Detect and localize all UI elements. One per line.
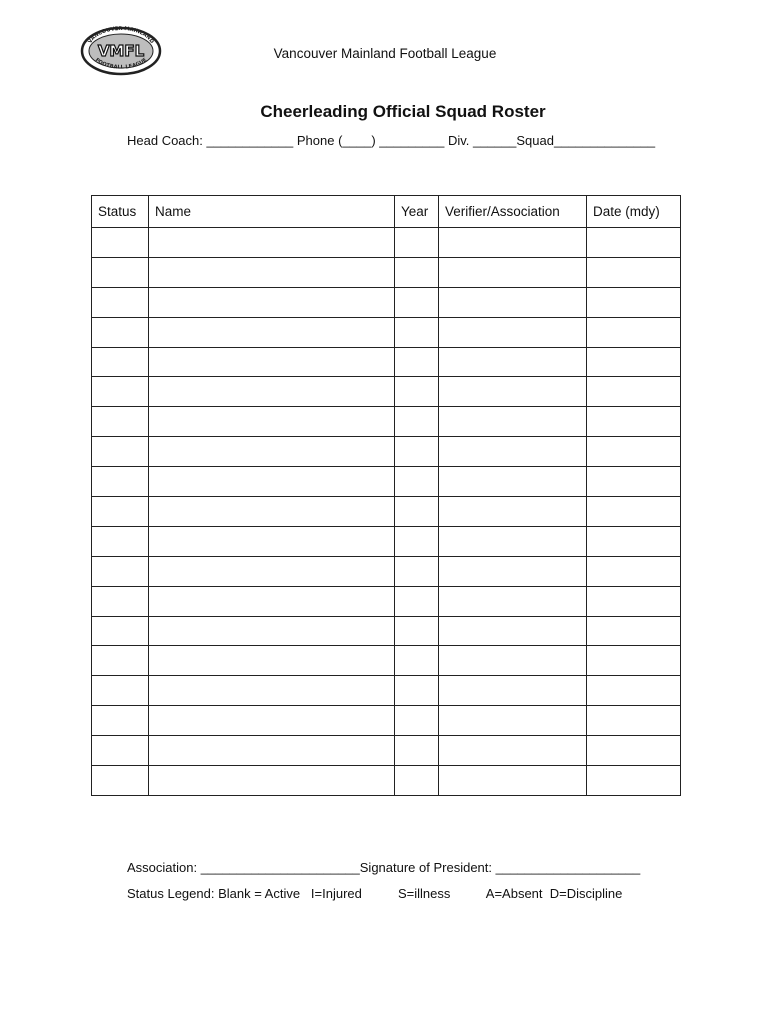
table-row (92, 228, 681, 258)
status-cell[interactable] (92, 497, 149, 527)
year-cell[interactable] (395, 706, 439, 736)
status-cell[interactable] (92, 347, 149, 377)
date-cell[interactable] (587, 377, 681, 407)
name-cell[interactable] (149, 377, 395, 407)
table-row (92, 407, 681, 437)
verifier-cell[interactable] (439, 437, 587, 467)
verifier-cell[interactable] (439, 497, 587, 527)
date-cell[interactable] (587, 317, 681, 347)
status-cell[interactable] (92, 766, 149, 796)
year-cell[interactable] (395, 646, 439, 676)
table-row (92, 766, 681, 796)
name-cell[interactable] (149, 497, 395, 527)
year-cell[interactable] (395, 676, 439, 706)
name-cell[interactable] (149, 257, 395, 287)
date-cell[interactable] (587, 556, 681, 586)
verifier-cell[interactable] (439, 676, 587, 706)
name-cell[interactable] (149, 347, 395, 377)
status-cell[interactable] (92, 317, 149, 347)
coach-info-line: Head Coach: ____________ Phone (____) _________ Div. ______Squad______________ (127, 133, 656, 148)
table-row (92, 377, 681, 407)
status-cell[interactable] (92, 467, 149, 497)
verifier-cell[interactable] (439, 616, 587, 646)
table-row (92, 706, 681, 736)
date-cell[interactable] (587, 616, 681, 646)
table-row (92, 497, 681, 527)
status-cell[interactable] (92, 287, 149, 317)
name-cell[interactable] (149, 646, 395, 676)
logo-top-text: VANCOUVER MAINLAND (87, 26, 155, 45)
verifier-cell[interactable] (439, 228, 587, 258)
date-cell[interactable] (587, 526, 681, 556)
status-cell[interactable] (92, 257, 149, 287)
year-cell[interactable] (395, 467, 439, 497)
roster-body (92, 228, 681, 796)
date-cell[interactable] (587, 257, 681, 287)
year-cell[interactable] (395, 736, 439, 766)
name-cell[interactable] (149, 586, 395, 616)
table-row (92, 467, 681, 497)
year-cell[interactable] (395, 556, 439, 586)
year-cell[interactable] (395, 526, 439, 556)
name-cell[interactable] (149, 736, 395, 766)
column-header-name: Name (149, 196, 395, 228)
name-cell[interactable] (149, 556, 395, 586)
table-row (92, 556, 681, 586)
date-cell[interactable] (587, 676, 681, 706)
status-cell[interactable] (92, 437, 149, 467)
column-header-status: Status (92, 196, 149, 228)
name-cell[interactable] (149, 526, 395, 556)
table-row (92, 646, 681, 676)
logo-letters: VMFL (97, 42, 145, 60)
date-cell[interactable] (587, 497, 681, 527)
year-cell[interactable] (395, 586, 439, 616)
date-cell[interactable] (587, 467, 681, 497)
status-cell[interactable] (92, 556, 149, 586)
verifier-cell[interactable] (439, 407, 587, 437)
table-row (92, 676, 681, 706)
name-cell[interactable] (149, 287, 395, 317)
year-cell[interactable] (395, 377, 439, 407)
verifier-cell[interactable] (439, 646, 587, 676)
verifier-cell[interactable] (439, 377, 587, 407)
table-row (92, 736, 681, 766)
status-cell[interactable] (92, 526, 149, 556)
year-cell[interactable] (395, 257, 439, 287)
verifier-cell[interactable] (439, 526, 587, 556)
name-cell[interactable] (149, 228, 395, 258)
year-cell[interactable] (395, 228, 439, 258)
year-cell[interactable] (395, 407, 439, 437)
name-cell[interactable] (149, 616, 395, 646)
date-cell[interactable] (587, 437, 681, 467)
status-cell[interactable] (92, 586, 149, 616)
verifier-cell[interactable] (439, 287, 587, 317)
name-cell[interactable] (149, 706, 395, 736)
year-cell[interactable] (395, 497, 439, 527)
verifier-cell[interactable] (439, 766, 587, 796)
table-row (92, 526, 681, 556)
table-row (92, 287, 681, 317)
name-cell[interactable] (149, 407, 395, 437)
date-cell[interactable] (587, 287, 681, 317)
year-cell[interactable] (395, 616, 439, 646)
column-header-year: Year (395, 196, 439, 228)
association-signature-line: Association: ______________________Signature of President: ____________________ (127, 860, 641, 875)
date-cell[interactable] (587, 736, 681, 766)
verifier-cell[interactable] (439, 317, 587, 347)
name-cell[interactable] (149, 467, 395, 497)
column-header-verifier: Verifier/Association (439, 196, 587, 228)
name-cell[interactable] (149, 317, 395, 347)
name-cell[interactable] (149, 437, 395, 467)
verifier-cell[interactable] (439, 467, 587, 497)
form-title: Cheerleading Official Squad Roster (260, 102, 546, 121)
name-cell[interactable] (149, 766, 395, 796)
verifier-cell[interactable] (439, 556, 587, 586)
date-cell[interactable] (587, 706, 681, 736)
table-row (92, 437, 681, 467)
status-cell[interactable] (92, 616, 149, 646)
roster-table (91, 195, 681, 796)
table-row (92, 347, 681, 377)
verifier-cell[interactable] (439, 586, 587, 616)
status-legend: Status Legend: Blank = Active I=Injured S=illness A=Absent D=Discipline (127, 886, 623, 901)
status-cell[interactable] (92, 676, 149, 706)
table-row (92, 257, 681, 287)
table-row (92, 616, 681, 646)
verifier-cell[interactable] (439, 257, 587, 287)
column-header-date: Date (mdy) (587, 196, 681, 228)
table-row (92, 586, 681, 616)
year-cell[interactable] (395, 766, 439, 796)
year-cell[interactable] (395, 347, 439, 377)
year-cell[interactable] (395, 287, 439, 317)
logo-bottom-text: FOOTBALL LEAGUE (93, 57, 149, 71)
status-cell[interactable] (92, 228, 149, 258)
name-cell[interactable] (149, 676, 395, 706)
verifier-cell[interactable] (439, 347, 587, 377)
status-cell[interactable] (92, 646, 149, 676)
status-cell[interactable] (92, 736, 149, 766)
date-cell[interactable] (587, 586, 681, 616)
status-cell[interactable] (92, 706, 149, 736)
date-cell[interactable] (587, 646, 681, 676)
verifier-cell[interactable] (439, 736, 587, 766)
date-cell[interactable] (587, 407, 681, 437)
verifier-cell[interactable] (439, 706, 587, 736)
status-cell[interactable] (92, 377, 149, 407)
league-name: Vancouver Mainland Football League (273, 46, 497, 61)
date-cell[interactable] (587, 228, 681, 258)
date-cell[interactable] (587, 347, 681, 377)
date-cell[interactable] (587, 766, 681, 796)
table-row (92, 317, 681, 347)
table-header-row (92, 196, 681, 228)
year-cell[interactable] (395, 437, 439, 467)
status-cell[interactable] (92, 407, 149, 437)
year-cell[interactable] (395, 317, 439, 347)
